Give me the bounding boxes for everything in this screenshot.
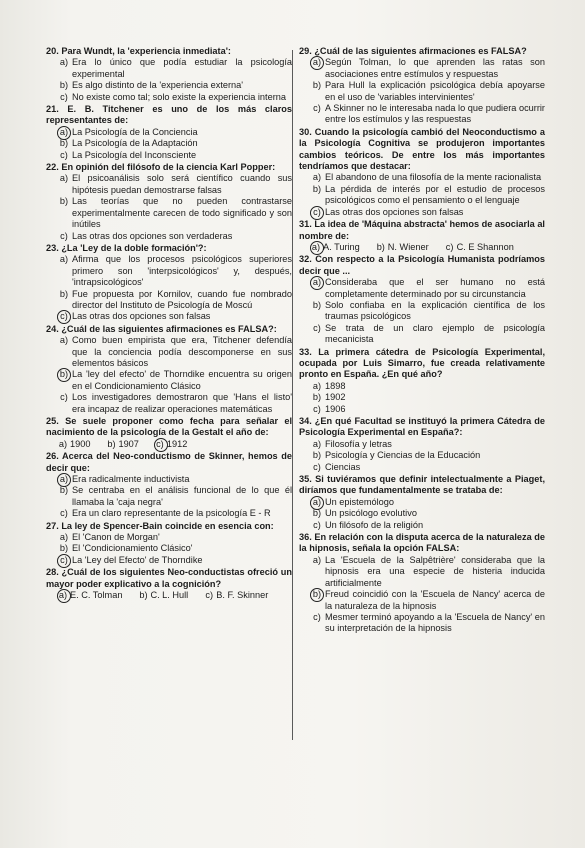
option-text: Como buen empirista que era, Titchener defendía que la conciencia podía descomponerse en sus elementos básicos — [72, 335, 292, 368]
answer-option — [56, 311, 292, 322]
question — [299, 416, 545, 473]
answer-option — [309, 497, 545, 508]
option-text: Un psicólogo evolutivo — [325, 508, 417, 519]
option-text: La 'ley del efecto' de Thorndike encuentra su origen en el Condicionamiento Clásico — [72, 369, 292, 391]
right-column — [299, 46, 545, 636]
circled-option-letter: c) — [153, 439, 167, 450]
answer-option — [56, 254, 292, 288]
question — [46, 46, 292, 103]
option-text: Se trata de un claro ejemplo de psicología mecanicista — [325, 322, 545, 345]
column-divider — [292, 50, 293, 740]
option-letter: c) — [60, 508, 68, 519]
option-text: El psicoanálisis solo será científico cuando sus hipótesis puedan demostrarse falsas — [72, 173, 292, 195]
answer-option — [56, 92, 292, 103]
option-text: Las otras dos opciones son falsas — [72, 311, 211, 322]
answer-option — [56, 196, 292, 230]
question — [299, 219, 545, 253]
question-text: 33. La primera cátedra de Psicología Experimental, ocupada por Luis Simarro, fue creada relativamente pronto en España. ¿En qué año? — [299, 346, 545, 380]
circled-option-letter: c) — [309, 207, 325, 218]
answer-option — [56, 57, 292, 80]
option-letter: b) — [59, 196, 69, 207]
option-letter: b) — [312, 80, 322, 91]
answer-option — [443, 242, 514, 253]
answer-option — [309, 392, 545, 403]
option-letter: b) — [107, 438, 116, 449]
answer-option — [104, 439, 138, 450]
option-letter: b) — [59, 80, 69, 91]
question — [299, 127, 545, 218]
question-text: 20. Para Wundt, la 'experiencia inmediata': — [46, 46, 231, 56]
option-text: Ciencias — [325, 461, 361, 472]
answer-option — [56, 289, 292, 312]
question — [46, 521, 292, 567]
option-letter: a) — [58, 438, 68, 449]
option-letter: a) — [312, 554, 322, 565]
circled-option-letter: b) — [309, 589, 325, 612]
question-text: 25. Se suele proponer como fecha para señalar el nacimiento de la psicología de la Gestalt el año de: — [46, 416, 292, 438]
option-text: Las otras dos opciones son verdaderas — [72, 230, 233, 241]
answer-option — [309, 381, 545, 392]
answer-option — [56, 150, 292, 161]
option-letter: b) — [59, 138, 69, 149]
answer-option — [202, 590, 268, 601]
answer-option — [309, 172, 545, 183]
option-letter: a) — [59, 173, 69, 184]
answer-option — [56, 590, 122, 601]
answer-option — [56, 80, 292, 91]
question — [299, 347, 545, 415]
answer-option — [309, 508, 545, 519]
option-text: Se centraba en el análisis funcional de lo que él llamaba la 'caja negra' — [72, 485, 292, 507]
answer-option — [56, 532, 292, 543]
inline-options — [309, 242, 545, 253]
option-letter: a) — [59, 254, 69, 265]
option-letter: b) — [376, 241, 385, 252]
circled-option-letter: a) — [56, 590, 70, 601]
option-letter: b) — [139, 590, 148, 601]
answer-option — [309, 439, 545, 450]
option-letter: b) — [312, 508, 322, 519]
option-text: Para Hull la explicación psicológica debía apoyarse en el uso de 'variables intervinientes' — [325, 80, 545, 102]
question — [46, 162, 292, 242]
answer-option — [56, 127, 292, 138]
option-text: 1907 — [118, 438, 139, 449]
circled-option-letter: a) — [56, 474, 72, 485]
option-text: Según Tolman, lo que aprenden las ratas son asociaciones entre estímulos y respuestas — [325, 57, 545, 79]
answer-option — [309, 80, 545, 103]
question — [46, 243, 292, 323]
option-text: El abandono de una filosofía de la mente racionalista — [325, 172, 542, 183]
answer-option — [309, 612, 545, 635]
option-letter: c) — [60, 392, 68, 403]
answer-option — [56, 439, 90, 450]
option-letter: c) — [313, 611, 321, 622]
option-text: El 'Condicionamiento Clásico' — [72, 543, 193, 554]
circled-option-letter: b) — [56, 369, 72, 392]
option-text: 1898 — [325, 380, 346, 391]
answer-option — [56, 173, 292, 196]
answer-option — [309, 207, 545, 218]
option-text: 1906 — [325, 403, 346, 414]
answer-option — [309, 555, 545, 589]
question — [299, 46, 545, 126]
option-text: Era un claro representante de la psicología E - R — [72, 508, 271, 519]
question-text: 36. En relación con la disputa acerca de la naturaleza de la hipnosis, señala la opción FALSA: — [299, 532, 545, 554]
circled-option-letter: a) — [56, 127, 72, 138]
question-text: 26. Acerca del Neo-conductismo de Skinner, hemos de decir que: — [46, 451, 292, 473]
option-text: La 'Escuela de la Salpêtrière' consideraba que la hipnosis era una especie de histeria inducida artificialmente — [325, 554, 545, 588]
question-text: 30. Cuando la psicología cambió del Neoconductismo a la Psicología Cognitiva se produjeron importantes cambios teóricos. De entre los más importantes tendríamos que destacar: — [299, 126, 545, 172]
question — [46, 104, 292, 161]
circled-option-letter: a) — [309, 277, 325, 300]
option-text: La pérdida de interés por el estudio de procesos psicológicos como el pensamiento o el lenguaje — [325, 183, 545, 206]
option-text: Freud coincidió con la 'Escuela de Nancy' acerca de la naturaleza de la hipnosis — [325, 589, 545, 611]
answer-option — [309, 404, 545, 415]
option-letter: c) — [205, 590, 214, 601]
answer-option — [56, 474, 292, 485]
question-text: 21. E. B. Titchener es uno de los más claros representantes de: — [46, 104, 292, 126]
option-text: Los investigadores demostraron que 'Hans el listo' era incapaz de realizar operaciones matemáticas — [72, 392, 292, 414]
left-column — [46, 46, 292, 603]
option-text: Las teorías que no pueden contrastarse experimentalmente carecen de todo significado y son inútiles — [72, 196, 292, 230]
answer-option — [153, 439, 187, 450]
inline-options — [56, 590, 292, 601]
question-text: 35. Si tuviéramos que definir intelectualmente a Piaget, diríamos que fundamentalmente se trataba de: — [299, 474, 545, 496]
circled-option-letter: a) — [309, 497, 325, 508]
option-letter: c) — [313, 461, 321, 472]
option-text: La Psicología de la Adaptación — [72, 138, 198, 149]
answer-option — [309, 242, 360, 253]
question — [46, 567, 292, 601]
question — [299, 254, 545, 345]
option-text: Era lo único que podía estudiar la psicología experimental — [72, 57, 292, 79]
answer-option — [309, 462, 545, 473]
circled-option-letter: c) — [56, 555, 72, 566]
question-text: 27. La ley de Spencer-Bain coincide en esencia con: — [46, 520, 274, 531]
circled-option-letter: c) — [56, 311, 72, 322]
option-letter: b) — [312, 392, 322, 403]
option-text: A Skinner no le interesaba nada lo que pudiera ocurrir entre los estímulos y las respuestas — [325, 103, 545, 125]
answer-option — [309, 520, 545, 531]
answer-option — [56, 138, 292, 149]
option-text: Psicología y Ciencias de la Educación — [325, 450, 481, 461]
option-letter: a) — [59, 335, 69, 346]
option-text: Era radicalmente inductivista — [72, 474, 190, 485]
answer-option — [56, 543, 292, 554]
answer-option — [309, 450, 545, 461]
option-letter: c) — [313, 322, 321, 333]
option-text: Un filósofo de la religión — [325, 519, 424, 530]
option-letter: c) — [60, 149, 68, 160]
option-text: B. F. Skinner — [216, 590, 269, 601]
option-letter: a) — [312, 172, 322, 183]
option-text: Las otras dos opciones son falsas — [325, 206, 464, 217]
circled-option-letter: a) — [309, 242, 323, 253]
question-text: 23. ¿La 'Ley de la doble formación'?: — [46, 242, 207, 253]
option-text: 1900 — [70, 438, 91, 449]
answer-option — [309, 57, 545, 80]
answer-option — [309, 277, 545, 300]
question — [299, 474, 545, 531]
option-text: Mesmer terminó apoyando a la 'Escuela de Nancy' en su interpretación de la hipnosis — [325, 611, 545, 634]
option-text: E. C. Tolman — [70, 590, 123, 601]
answer-option — [56, 335, 292, 369]
answer-option — [309, 103, 545, 126]
option-text: No existe como tal; solo existe la experiencia interna — [72, 91, 286, 102]
option-letter: a) — [59, 57, 69, 68]
circled-option-letter: a) — [309, 57, 325, 80]
option-text: Consideraba que el ser humano no está completamente determinado por su circunstancia — [325, 277, 545, 299]
answer-option — [309, 300, 545, 323]
option-text: Filosofía y letras — [325, 438, 392, 449]
question-text: 34. ¿En qué Facultad se instituyó la primera Cátedra de Psicología Experimental en España?: — [299, 416, 545, 438]
question — [299, 532, 545, 635]
answer-option — [136, 590, 188, 601]
option-text: Fue propuesta por Kornilov, cuando fue nombrado director del Instituto de Psicología de Moscú — [72, 288, 292, 310]
answer-option — [56, 508, 292, 519]
option-text: La Psicología del Inconsciente — [72, 149, 197, 160]
answer-option — [56, 392, 292, 415]
option-text: Es algo distinto de la 'experiencia externa' — [72, 80, 244, 91]
option-text: Un epistemólogo — [325, 496, 394, 507]
option-text: 1912 — [166, 438, 188, 449]
option-text: El 'Canon de Morgan' — [72, 532, 160, 543]
option-letter: b) — [59, 543, 69, 554]
option-text: 1902 — [325, 392, 346, 403]
option-letter: b) — [59, 288, 69, 299]
answer-option — [309, 184, 545, 207]
option-text: La Psicología de la Conciencia — [72, 126, 198, 137]
option-letter: c) — [313, 103, 321, 114]
question-text: 24. ¿Cuál de las siguientes afirmaciones es FALSA?: — [46, 323, 277, 334]
option-text: Solo confiaba en la explicación científica de los traumas psicológicos — [325, 299, 545, 322]
option-letter: c) — [313, 519, 321, 530]
option-text: A. Turing — [323, 241, 360, 252]
option-letter: a) — [312, 380, 322, 391]
option-letter: a) — [59, 532, 69, 543]
option-text: La 'Ley del Efecto' de Thorndike — [72, 554, 203, 565]
answer-option — [56, 369, 292, 392]
option-letter: b) — [59, 485, 69, 496]
question-text: 28. ¿Cuál de los siguientes Neo-conductistas ofreció un mayor poder explicativo a la cognición? — [46, 567, 292, 589]
option-text: C. L. Hull — [150, 590, 189, 601]
option-letter: a) — [312, 438, 322, 449]
question-text: 22. En opinión del filósofo de la ciencia Karl Popper: — [46, 162, 276, 173]
option-letter: b) — [312, 299, 322, 310]
option-text: C. E Shannon — [456, 241, 514, 252]
inline-options — [56, 439, 292, 450]
question — [46, 324, 292, 415]
question-text: 31. La idea de 'Máquina abstracta' hemos de asociarla al nombre de: — [299, 219, 545, 241]
question — [46, 451, 292, 519]
option-letter: b) — [312, 183, 322, 194]
option-letter: c) — [60, 91, 68, 102]
question-text: 29. ¿Cuál de las siguientes afirmaciones es FALSA? — [299, 46, 527, 56]
answer-option — [56, 485, 292, 508]
option-letter: c) — [60, 230, 68, 241]
answer-option — [56, 555, 292, 566]
option-text: N. Wiener — [387, 241, 429, 252]
option-letter: c) — [313, 403, 321, 414]
option-letter: b) — [312, 450, 322, 461]
question-text: 32. Con respecto a la Psicología Humanista podríamos decir que ... — [299, 254, 545, 276]
option-text: Afirma que los procesos psicológicos superiores primero son 'interpsicológicos' y, después, 'intrapsicológicos' — [72, 254, 292, 288]
answer-option — [56, 231, 292, 242]
answer-option — [309, 589, 545, 612]
answer-option — [374, 242, 429, 253]
answer-option — [309, 323, 545, 346]
question — [46, 416, 292, 450]
option-letter: c) — [445, 241, 454, 252]
